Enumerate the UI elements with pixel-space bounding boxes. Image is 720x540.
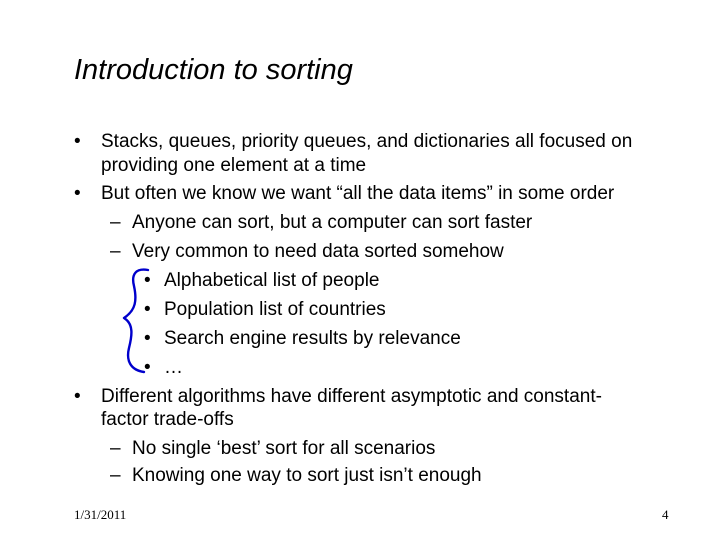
bullet-marker: • bbox=[144, 357, 151, 378]
dash-marker: – bbox=[110, 438, 121, 459]
sub-item-search-engine: Search engine results by relevance bbox=[164, 328, 461, 349]
bullet-2-sub-1: Anyone can sort, but a computer can sort faster bbox=[132, 212, 533, 233]
sub-item-population: Population list of countries bbox=[164, 299, 386, 320]
bullet-marker: • bbox=[144, 270, 151, 291]
page-number: 4 bbox=[662, 507, 669, 522]
bullet-3-line-1: Different algorithms have different asymptotic and constant- bbox=[101, 386, 602, 407]
sub-item-alphabetical: Alphabetical list of people bbox=[164, 270, 380, 291]
dash-marker: – bbox=[110, 241, 121, 262]
bullet-3-sub-2: Knowing one way to sort just isn’t enough bbox=[132, 465, 482, 486]
bullet-marker: • bbox=[144, 299, 151, 320]
curly-brace-icon bbox=[118, 266, 158, 376]
dash-marker: – bbox=[110, 212, 121, 233]
slide-title: Introduction to sorting bbox=[74, 54, 353, 86]
bullet-3-sub-1: No single ‘best’ sort for all scenarios bbox=[132, 438, 436, 459]
bullet-1-line-1: Stacks, queues, priority queues, and dictionaries all focused on bbox=[101, 131, 633, 152]
bullet-1-line-2: providing one element at a time bbox=[101, 155, 367, 176]
bullet-marker: • bbox=[74, 183, 81, 204]
bullet-2-sub-2: Very common to need data sorted somehow bbox=[132, 241, 504, 262]
bullet-3-line-2: factor trade-offs bbox=[101, 409, 234, 430]
dash-marker: – bbox=[110, 465, 121, 486]
bullet-marker: • bbox=[74, 386, 81, 407]
bullet-marker: • bbox=[144, 328, 151, 349]
bullet-2: But often we know we want “all the data items” in some order bbox=[101, 183, 615, 204]
footer-date: 1/31/2011 bbox=[74, 507, 127, 522]
bullet-marker: • bbox=[74, 131, 81, 152]
sub-item-ellipsis: … bbox=[164, 357, 183, 378]
